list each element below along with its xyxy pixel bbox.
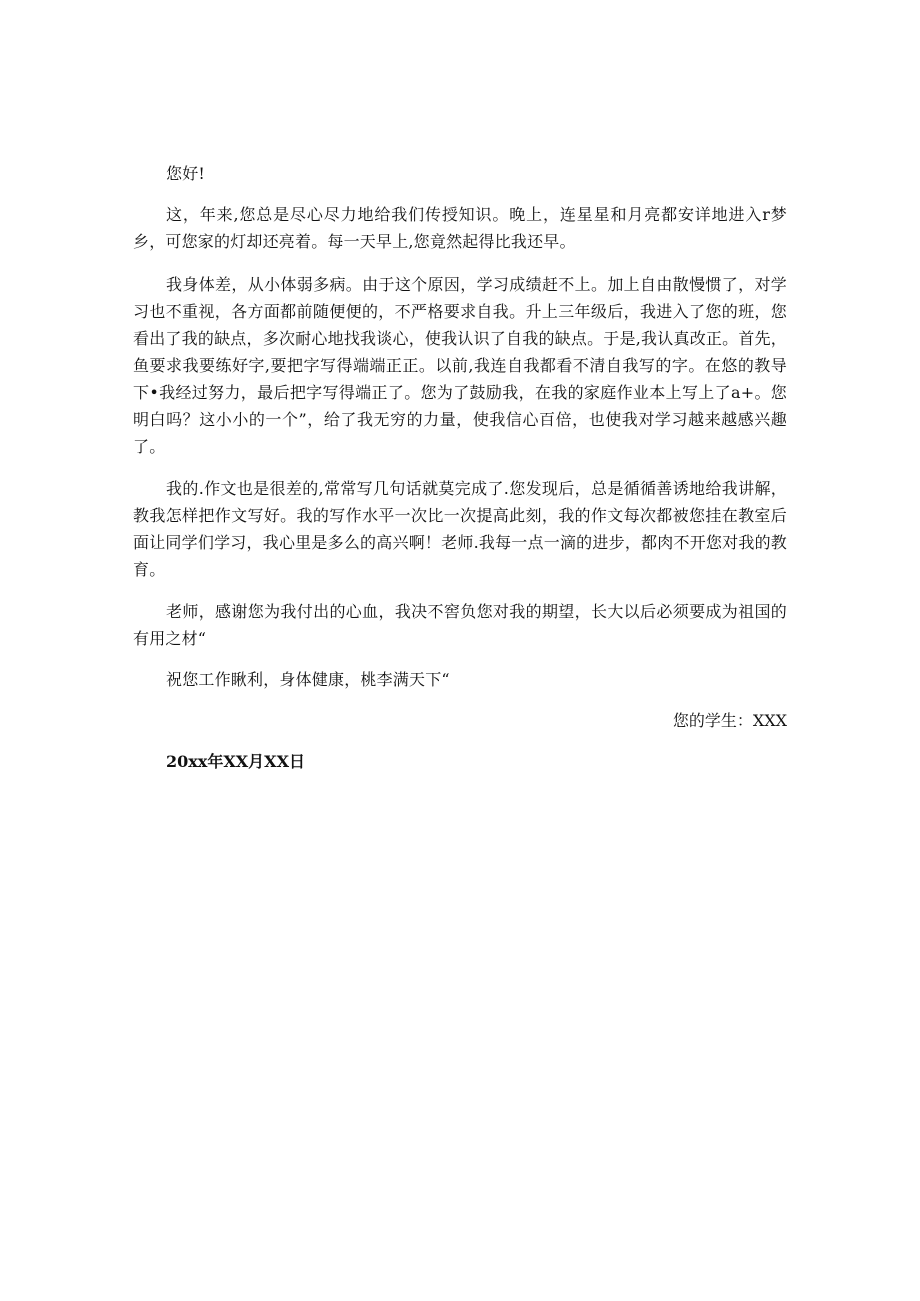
letter-paragraph-4: 老师，感谢您为我付出的心血，我决不窖负您对我的期望，长大以后必须要成为祖国的有用之材“ [133,602,787,648]
letter-signature: 您的学生：XXX [672,711,787,730]
letter-paragraph-3: 我的.作文也是很差的,常常写几句话就莫完成了.您发现后，总是循循善诱地给我讲解，教我怎样把作文写好。我的写作水平一次比一次提高此刻，我的作文每次都被您挂在教室后面让同学们学习，我心里是多么的高兴啊！老师.我每一点一滴的进步，都肉不开您对我的教育。 [133,479,787,579]
letter-date: 20xx年XX月XX日 [166,752,306,771]
letter-paragraph-1: 这，年来,您总是尽心尽力地给我们传授知识。晚上，连星星和月亮都安详地进入r梦乡，可您家的灯却还亮着。每一天早上,您竟然起得比我还早。 [133,205,787,251]
letter-body [133,160,787,775]
letter-paragraph-2: 我身体差，从小体弱多病。由于这个原因，学习成绩赶不上。加上自由散慢惯了，对学习也不重视，各方面都前随便便的，不严格要求自我。升上三年级后，我进入了您的班，您看出了我的缺点，多次耐心地找我谈心，使我认识了自我的缺点。于是,我认真改正。首先，鱼要求我要练好字,要把字写得端端正正。以前,我连自我都看不清自我写的字。在悠的教导下•我经过努力，最后把字写得端正了。您为了鼓励我，在我的家庭作业本上写上了a+。您明白吗？这小小的一个”，给了我无穷的力量，使我信心百倍，也使我对学习越来越感兴趣了。 [133,275,787,456]
letter-closing-wish: 祝您工作瞅利，身体健康，桃李满天下“ [166,670,450,689]
letter-greeting: 您好! [166,164,206,183]
